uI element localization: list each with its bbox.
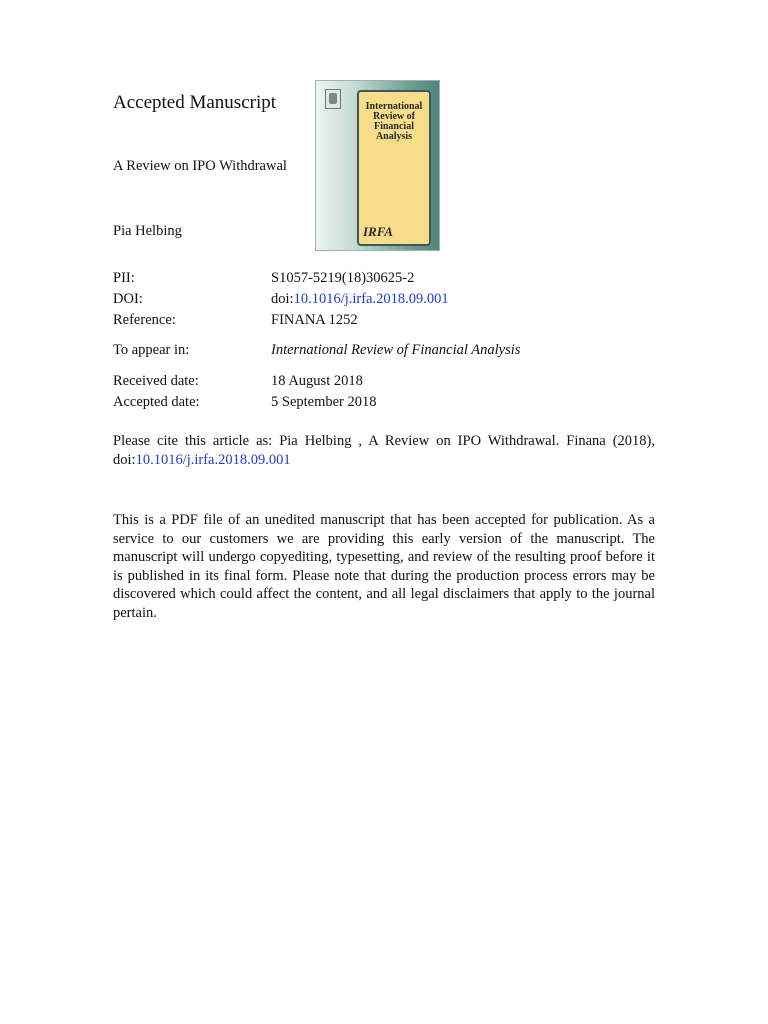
disclaimer-paragraph: This is a PDF file of an unedited manuscript that has been accepted for publication. As a service to our customers we are providing this early version of the manuscript. The manuscript will undergo copyediting, typesetting, and review of the resulting proof before it is published in its final form. Please note that during the production process errors may be discovered which could affect the content, and all legal disclaimers that apply to the journal pertain. — [113, 512, 655, 621]
reference-label: Reference: — [113, 312, 176, 328]
citation-paragraph — [113, 432, 655, 470]
doi-prefix: doi: — [271, 291, 294, 307]
received-date: 18 August 2018 — [271, 373, 363, 389]
author-name: Pia Helbing — [113, 223, 182, 239]
pii-value: S1057-5219(18)30625-2 — [271, 270, 415, 286]
cover-journal-name: International Review of Financial Analysis — [365, 101, 423, 142]
appear-label: To appear in: — [113, 342, 190, 358]
journal-name: International Review of Financial Analysis — [271, 342, 521, 358]
article-title: A Review on IPO Withdrawal — [113, 158, 287, 174]
cover-abbreviation: IRFA — [363, 224, 393, 239]
reference-value: FINANA 1252 — [271, 312, 358, 328]
publisher-logo-icon — [325, 89, 341, 109]
doi-label: DOI: — [113, 291, 143, 307]
journal-cover-image — [315, 80, 440, 251]
doi-link[interactable]: 10.1016/j.irfa.2018.09.001 — [293, 291, 449, 307]
citation-text: Please cite this article as: Pia Helbing , A Review on IPO Withdrawal. Finana (2018), — [113, 433, 655, 449]
doi-value — [271, 291, 449, 308]
cover-panel — [357, 90, 431, 246]
accepted-label: Accepted date: — [113, 394, 200, 410]
citation-doi-prefix: doi: — [113, 452, 136, 468]
page-title: Accepted Manuscript — [113, 92, 277, 113]
accepted-date: 5 September 2018 — [271, 394, 377, 410]
citation-doi-link[interactable]: 10.1016/j.irfa.2018.09.001 — [135, 452, 291, 468]
pii-label: PII: — [113, 270, 135, 286]
received-label: Received date: — [113, 373, 199, 389]
